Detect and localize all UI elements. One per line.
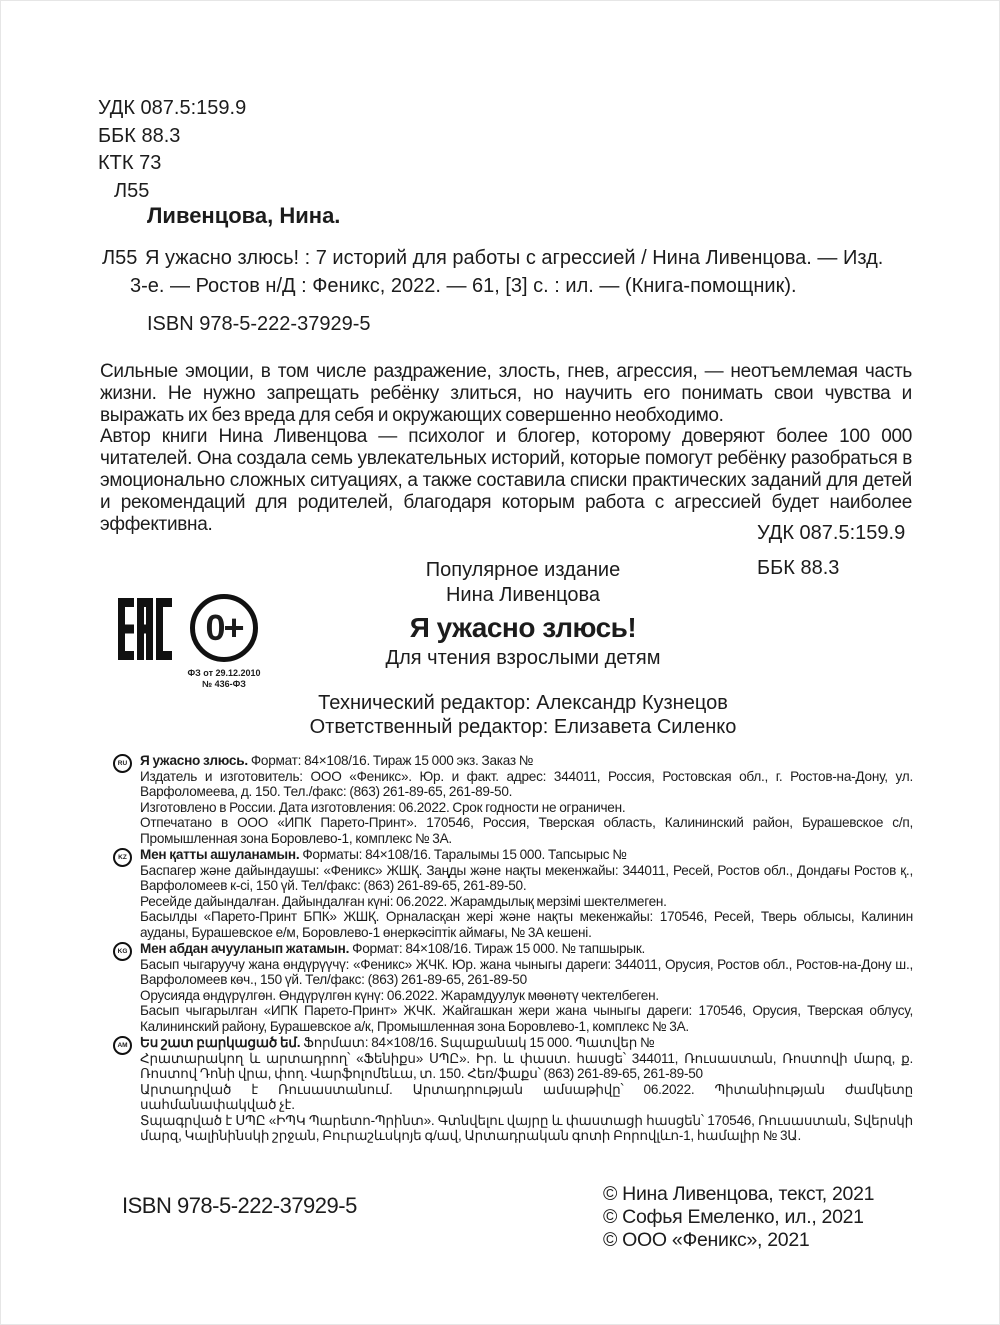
isbn-bottom: ISBN 978-5-222-37929-5 <box>122 1193 357 1218</box>
annotation <box>100 361 912 535</box>
imprint-ru-printed-at: Отпечатано в ООО «ИПК Парето-Принт». 170546, Россия, Тверская область, Калининский район, Бурашевское с/п, Промышленная зона Боровлево-1, комплекс № 3А. <box>140 815 913 846</box>
imprint-kg-format: Формат: 84×108/16. Тираж 15 000. № тапшырык. <box>352 941 646 956</box>
imprint-am-made-in: Արտադրված է Ռուսաստանում. Արտադրության ամսաթիվը՝ 06.2022. Պիտանիության ժամկետը սահմանափակված չէ. <box>140 1081 913 1112</box>
bibliographic-record <box>100 244 900 300</box>
annotation-paragraph-1: Сильные эмоции, в том числе раздражение, злость, гнев, агрессия, — неотъемлемая часть жизни. Не нужно запрещать ребёнку злиться, но научить его понимать свои чувства и выражать их без вреда для себя и окружающих совершенно необходимо. <box>100 361 912 426</box>
copyright-block <box>603 1183 874 1252</box>
ru-lang-label: RU <box>117 760 128 767</box>
imprint-kg-title: Мен абдан ачууланып жатамын. <box>140 941 350 956</box>
imprint-block-ru <box>113 753 913 846</box>
imprint-am-line-1 <box>140 1035 913 1051</box>
kg-lang-badge-icon <box>113 942 132 961</box>
imprint-kz-printed-at: Басылды «Парето-Принт БПК» ЖШҚ. Орналасқан жері және нақты мекенжайы: 170546, Ресей, Тверь облысы, Калинин ауданы, Бурашевское е/м, Боровлево-1 өнеркәсіптік аймағы, № 3А кешені. <box>140 909 913 940</box>
imprint-blocks <box>113 753 913 1145</box>
copyright-illustrator: © Софья Емеленко, ил., 2021 <box>603 1206 864 1228</box>
imprint-ru-line-1 <box>140 753 913 769</box>
imprint-am-title: Ես շատ բարկացած եմ. <box>140 1035 301 1050</box>
eac-mark-icon <box>118 598 172 665</box>
bib-record-text: Я ужасно злюсь! : 7 историй для работы с агрессией / Нина Ливенцова. — Изд. 3-е. — Ростов н/Д : Феникс, 2022. — 61, [3] с. : ил. — (Книга-помощник). <box>130 247 884 297</box>
bbk-code: ББК 88.3 <box>98 124 181 147</box>
imprint-kz-title: Мен қатты ашуланамын. <box>140 847 300 862</box>
am-lang-badge-icon <box>113 1036 132 1055</box>
editors-block <box>273 691 773 739</box>
imprint-am-format: Ֆորմատ: 84×108/16. Տպաքանակ 15 000. Պատվեր № <box>303 1035 655 1050</box>
imprint-kz-format: Форматы: 84×108/16. Таралымы 15 000. Тапсырыс № <box>302 847 627 862</box>
kz-lang-badge-icon <box>113 848 132 867</box>
bib-code: Л55 <box>102 247 138 269</box>
responsible-editor: Ответственный редактор: Елизавета Силенко <box>309 716 737 738</box>
am-lang-label: AM <box>117 1042 128 1049</box>
imprint-kz-line-1 <box>140 847 913 863</box>
age-rating-label: 0+ <box>205 607 243 648</box>
imprint-block-kz <box>113 847 913 940</box>
imprint-kz-made-in: Ресейде дайындалған. Дайындалған күні: 06.2022. Жарамдылық мерзімі шектелмеген. <box>140 893 667 909</box>
ru-lang-badge-icon <box>113 754 132 773</box>
udk-code: УДК 087.5:159.9 <box>98 97 247 119</box>
imprint-block-kg <box>113 941 913 1034</box>
edition-block <box>273 558 773 608</box>
imprint-kg-printed-at: Басып чыгарылган «ИПК Парето-Принт» ЖЧК. Жайгашкан жери жана чыныгы дареги: 170546, Орусия, Тверская облусу, Калининский району, Бурашевское а/к, Промышленная зона Боровлево-1, комплекс № 3А. <box>140 1003 913 1034</box>
age-rating-badge <box>190 594 258 662</box>
classification-codes-right <box>757 516 905 586</box>
kg-lang-label: KG <box>117 948 128 955</box>
udk-code-right: УДК 087.5:159.9 <box>757 522 906 544</box>
imprint-am-printed-at: Տպագրված է ՍՊԸ «ԻՊԿ Պարետո-Պրինտ». Գտնվելու վայրը և փաստացի հասցեն՝ 170546, Ռուսաստան, Տվերսկի մարզ, Կալինինսկի շրջան, Բուրաշևսկոյե գ/ավ, Արտադրական գոտի Բորովլևո-1, համալիր № 3Ա. <box>140 1112 913 1143</box>
imprint-ru-made-in: Изготовлено в России. Дата изготовления: 06.2022. Срок годности не ограничен. <box>140 799 626 815</box>
imprint-ru-publisher: Издатель и изготовитель: ООО «Феникс». Юр. и факт. адрес: 344011, Россия, Ростовская обл., г. Ростов-на-Дону, ул. Варфоломеева, д. 150. Тел./факс: (863) 261-89-65, 261-89-50. <box>140 768 913 799</box>
edition-author: Нина Ливенцова <box>445 584 601 606</box>
imprint-ru-title: Я ужасно злюсь. <box>140 753 248 768</box>
annotation-paragraph-2: Автор книги Нина Ливенцова — психолог и блогер, которому доверяют более 100 000 читателей. Она создала семь увлекательных историй, которые помогут ребёнку разобраться в эмоционально сложных ситуациях, а также составила списки практических заданий для детей и рекомендаций для родителей, благодаря которым работа с агрессией будет наиболее эффективна. <box>100 426 912 535</box>
kz-lang-label: KZ <box>118 854 127 861</box>
imprint-kg-line-1 <box>140 941 913 957</box>
copyright-author: © Нина Ливенцова, текст, 2021 <box>603 1183 875 1205</box>
imprint-kz-publisher: Баспагер және дайындаушы: «Феникс» ЖШҚ. Заңды және нақты мекенжайы: 344011, Ресей, Ростов обл., Дондағы Ростов қ., Варфоломеев к-сі, 150 үй. Тел/факс: (863) 261-89-65, 261-89-50. <box>140 862 913 893</box>
book-title: Я ужасно злюсь! <box>409 612 637 643</box>
author-heading: Ливенцова, Нина. <box>147 203 341 228</box>
classification-codes <box>98 95 246 205</box>
imprint-am-publisher: Հրատարակող և արտադրող՝ «Ֆենիքս» ՍՊԸ». Իր. և փաստ. հասցե՝ 344011, Ռուսաստան, Ռոստովի մարզ, ք. Ռոստով Դոնի վրա, փող. Վարֆոլոմեևա, տ. 150. Հեռ/ֆաքս՝ (863) 261-89-65, 261-89-50 <box>140 1050 913 1081</box>
isbn-top: ISBN 978-5-222-37929-5 <box>147 313 371 335</box>
edition-type: Популярное издание <box>425 559 621 581</box>
author-sign-code: Л55 <box>114 179 150 202</box>
age-law-reference <box>178 668 270 689</box>
imprint-kg-made-in: Орусияда өндүрүлгөн. Өндүрүлгөн күнү: 06.2022. Жарамдуулук мөөнөтү чектелбеген. <box>140 987 659 1003</box>
imprint-block-am <box>113 1035 913 1144</box>
ktk-code: КТК 73 <box>98 152 162 174</box>
copyright-publisher: © ООО «Феникс», 2021 <box>603 1229 810 1251</box>
technical-editor: Технический редактор: Александр Кузнецов <box>318 692 728 714</box>
imprint-kg-publisher: Басып чыгаруучу жана өндүрүүчү: «Феникс» ЖЧК. Юр. жана чыныгы дареги: 344011, Орусия, Ростов обл., Ростов-на-Дону ш., Варфоломеев көч., 150 үй. Тел/факс: (863) 261-89-65, 261-89-50 <box>140 956 913 987</box>
bbk-code-right: ББК 88.3 <box>757 557 840 579</box>
title-block <box>273 612 773 670</box>
age-law-line-2: № 436-ФЗ <box>202 678 246 689</box>
age-law-line-1: ФЗ от 29.12.2010 <box>187 668 261 678</box>
book-subtitle: Для чтения взрослыми детям <box>385 647 661 669</box>
imprint-ru-format: Формат: 84×108/16. Тираж 15 000 экз. Заказ № <box>250 753 534 768</box>
